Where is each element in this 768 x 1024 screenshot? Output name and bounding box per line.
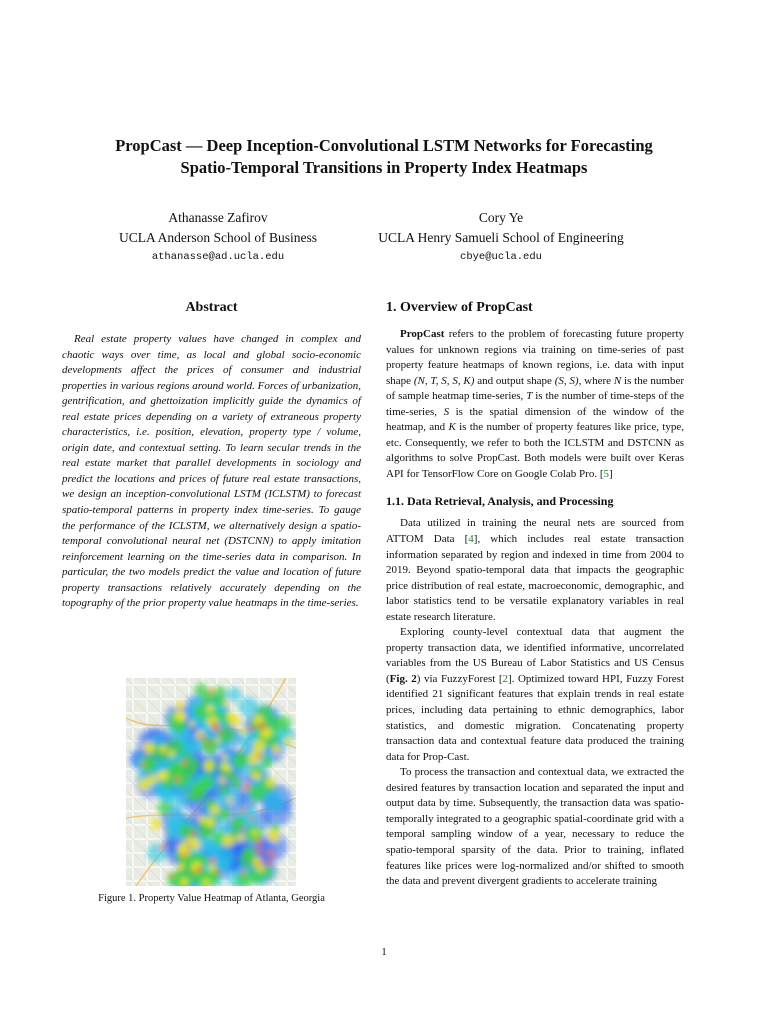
heat-spot bbox=[160, 844, 165, 849]
heat-spot bbox=[143, 742, 155, 754]
heat-spot bbox=[192, 871, 195, 874]
heat-spot bbox=[242, 827, 245, 830]
heat-spot bbox=[147, 772, 150, 775]
author-name: Athanasse Zafirov bbox=[168, 210, 268, 225]
section-1-paragraph: PropCast refers to the problem of forecasting future property values for unknown regions via training on time-series of past property feature heatmaps of known regions, i.e. data with input shape (N, T, S, S, K) and output shape (S, S), where N is the number of sample heatmap time-series, T is the number of time-steps of the time-series, S is the spatial dimension of the window of the heatmap, and K is the number of property features like price, type, etc. Consequently, we refer to both the ICLSTM and DSTCNN as algorithms to solve PropCast. Both models were built over Keras API for TensorFlow Core on Google Colab Pro. [5] bbox=[386, 328, 684, 480]
heat-spot bbox=[183, 852, 188, 857]
heat-spot bbox=[227, 771, 237, 781]
heat-spot bbox=[206, 705, 214, 713]
citation-link-2[interactable]: 2 bbox=[502, 672, 509, 685]
heat-spot bbox=[241, 808, 247, 814]
heat-spot bbox=[258, 722, 266, 730]
heat-spot bbox=[249, 816, 254, 821]
author-affiliation: UCLA Henry Samueli School of Engineering bbox=[378, 230, 624, 245]
heat-spot bbox=[156, 772, 165, 781]
citation-link-4[interactable]: 4 bbox=[468, 533, 474, 546]
heat-spot bbox=[203, 878, 210, 885]
heat-spot bbox=[204, 761, 214, 771]
figure-2-reference: Fig. 2 bbox=[389, 672, 417, 685]
heat-spot bbox=[258, 861, 263, 866]
heat-spot bbox=[241, 870, 246, 875]
heat-spot bbox=[197, 815, 205, 823]
heat-spot bbox=[222, 755, 228, 761]
heat-spot bbox=[209, 858, 215, 864]
heat-spot bbox=[181, 760, 186, 765]
section-1-1-paragraph-1: Data utilized in training the neural nets are sourced from ATTOM Data [4], which includes real estate transaction information separated by region and indexed in time from 2004 to 2019. Beyond spatio-temporal data that impacts the geographic price distribution of real estate, macroeconomic, demographic, and labor statistics tend to be versatile explanatory variables in real estate research literature. bbox=[386, 517, 684, 623]
heat-spot bbox=[231, 716, 242, 727]
heat-spot bbox=[191, 831, 196, 836]
heat-spot bbox=[275, 716, 291, 732]
heat-spot bbox=[186, 836, 195, 845]
heat-spot bbox=[211, 721, 218, 728]
heat-spot bbox=[226, 687, 241, 702]
heat-spot bbox=[147, 775, 157, 785]
heat-spot bbox=[151, 818, 162, 829]
heat-spot bbox=[236, 834, 244, 842]
heat-spot bbox=[170, 873, 175, 878]
heat-spot bbox=[240, 728, 247, 735]
abstract-text: Real estate property values have changed in complex and chaotic ways over time, as local and global socio-economic developments affect the prices of consumer and industrial properties in various regions around world. Forces of urbanization, gentrification, and ghettoization implicitly guide the dynamics of real estate prices depending on a variety of extraneous property characteristics, i.e. position, elevation, property type / volume, origin date, and contextual setting. To learn secular trends in the real estate market that parallel developments in sociology and predict the locations and prices of future real estate transactions, we design an inception-convolutional LSTM (ICLSTM) to forecast spatio-temporal patterns in property index time-series. To gauge the performance of the ICLSTM, we alternatively design a spatio-temporal convolutional neural net (DSTCNN) to apply imitation reinforcement learning on the time-series data in comparison. In particular, the two models predict the value and location of future property transactions relatively accurately depending on the topography of the prior property value heatmaps in the time-series. bbox=[62, 333, 361, 610]
heat-spot bbox=[187, 845, 192, 850]
heat-spot bbox=[178, 843, 189, 854]
heat-spot bbox=[166, 830, 169, 833]
paper-title bbox=[40, 135, 728, 179]
heat-spot bbox=[180, 878, 188, 886]
heat-spot bbox=[176, 701, 185, 710]
heat-spot bbox=[244, 784, 250, 790]
heat-spot bbox=[179, 714, 186, 721]
author-email[interactable]: athanasse@ad.ucla.edu bbox=[151, 251, 285, 263]
section-1-1-paragraph-3: To process the transaction and contextual data, we extracted the desired features by transaction location and separated the input and output data by time. Subsequently, the transaction data was spatio-temporally integrated to a geographic spatial-coordinate grid with a temporal sampling window of a year, necessary to reduce the spatio-temporal sparsity of the data. Prior to training, inflated features like prices were log-normalized and/or shifted to smooth the data and prevent divergent gradients to accelerate training bbox=[386, 766, 684, 888]
heat-spot bbox=[219, 776, 226, 783]
heat-spot bbox=[223, 700, 230, 707]
heat-spot bbox=[168, 750, 175, 757]
heat-spot bbox=[191, 787, 205, 801]
title-line-1: PropCast — Deep Inception-Convolutional LSTM Networks for Forecasting bbox=[115, 136, 653, 155]
heat-spot bbox=[252, 830, 258, 836]
heat-spot bbox=[177, 863, 184, 870]
heat-spot bbox=[227, 797, 233, 803]
heat-spot bbox=[219, 784, 230, 795]
heat-spot bbox=[189, 721, 195, 727]
title-line-2: Spatio-Temporal Transitions in Property Index Heatmaps bbox=[180, 158, 588, 177]
heat-spot bbox=[261, 757, 272, 768]
author-block-2 bbox=[356, 208, 646, 266]
heat-spot bbox=[267, 860, 272, 865]
heat-spot bbox=[248, 756, 257, 765]
heat-spot bbox=[157, 801, 171, 815]
section-1-1-paragraph-2: Exploring county-level contextual data that augment the property transaction data, we identified informative, uncorrelated variables from the US Bureau of Labor Statistics and US Census (Fig. 2) via FuzzyForest [2]. Optimized toward HPI, Fuzzy Forest identified 21 significant features that explain trends in real estate prices, including data pertaining to ethnic demographics, labor statistics, and domestic migration. Concatenating property transaction data and contextual feature data produced the training data for Prop-Cast. bbox=[386, 626, 684, 763]
heat-spot bbox=[251, 772, 259, 780]
page-number: 1 bbox=[381, 946, 387, 958]
author-name: Cory Ye bbox=[478, 210, 524, 225]
heat-spot bbox=[200, 775, 214, 789]
math-input-shape: (N, T, S, S, K) bbox=[413, 374, 475, 387]
heat-spot bbox=[215, 737, 221, 743]
figure-1-heatmap bbox=[126, 678, 296, 886]
heat-spot bbox=[209, 688, 214, 693]
heat-spot bbox=[253, 740, 265, 752]
heat-spot bbox=[141, 761, 146, 766]
author-affiliation: UCLA Anderson School of Business bbox=[118, 230, 317, 245]
author-email[interactable]: cbye@ucla.edu bbox=[460, 251, 542, 263]
heat-spot bbox=[239, 851, 256, 868]
section-1-heading: 1. Overview of PropCast bbox=[386, 300, 533, 315]
abstract-heading: Abstract bbox=[185, 300, 238, 315]
heat-spot bbox=[224, 765, 231, 772]
heat-spot bbox=[234, 817, 245, 828]
heat-spot bbox=[214, 686, 226, 698]
math-output-shape: (S, S) bbox=[554, 374, 579, 387]
heat-spot bbox=[208, 864, 216, 872]
heat-spot bbox=[218, 808, 231, 821]
heat-spot bbox=[266, 778, 275, 787]
author-block-1 bbox=[90, 208, 346, 266]
figure-1-caption: Figure 1. Property Value Heatmap of Atlanta, Georgia bbox=[98, 893, 325, 904]
heatmap-image bbox=[126, 678, 296, 886]
heat-spot bbox=[210, 805, 220, 815]
heat-spot bbox=[174, 776, 180, 782]
heat-spot bbox=[268, 830, 280, 842]
heat-spot bbox=[201, 736, 206, 741]
heat-spot bbox=[266, 728, 272, 734]
heat-spot bbox=[284, 736, 292, 744]
citation-link-5[interactable]: 5 bbox=[603, 467, 609, 480]
propcast-term: PropCast bbox=[400, 328, 445, 340]
heat-spot bbox=[160, 745, 167, 752]
heat-spot bbox=[257, 753, 263, 759]
heat-spot bbox=[234, 758, 244, 768]
right-column bbox=[386, 298, 684, 890]
heat-spot bbox=[249, 725, 254, 730]
heat-spot bbox=[256, 847, 262, 853]
heat-spot bbox=[272, 745, 281, 754]
heat-spot bbox=[223, 835, 235, 847]
left-column bbox=[62, 298, 361, 612]
heat-spot bbox=[197, 867, 202, 872]
heat-spot bbox=[267, 850, 274, 857]
heat-spot bbox=[207, 742, 211, 746]
heat-spot bbox=[216, 870, 221, 875]
section-1-1-heading: 1.1. Data Retrieval, Analysis, and Processing bbox=[386, 494, 614, 509]
heat-spot bbox=[205, 817, 215, 827]
heat-spot bbox=[256, 838, 262, 844]
